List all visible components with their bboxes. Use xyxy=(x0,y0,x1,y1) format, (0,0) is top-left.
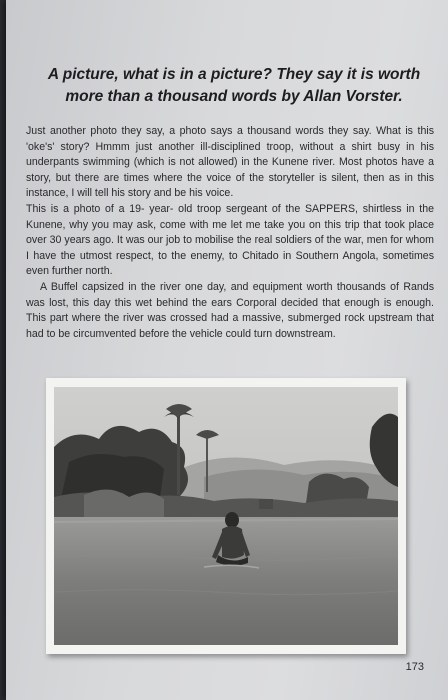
article-body xyxy=(26,124,434,342)
book-page xyxy=(6,0,448,700)
paragraph-2: This is a photo of a 19- year- old troop sergeant of the SAPPERS, shirtless in the Kunene, why you may ask, come with me let me take you on this trip that took place over 30 years ago. It was our job to mobilise the real soldiers of the war, men for whom I have the utmost respect, to the enemy, to Chitado in Southern Angola, sometimes even further north. xyxy=(26,202,434,278)
photo-frame xyxy=(46,378,406,654)
page-number: 173 xyxy=(405,661,424,673)
river-photo xyxy=(54,387,398,645)
paragraph-3: A Buffel capsized in the river one day, and equipment worth thousands of Rands was lost, this day this wet behind the ears Corporal decided that enough is enough. This part where the river was crossed had a massive, submerged rock upstream that had to be circumvented before the vehicle could turn downstream. xyxy=(26,280,434,340)
article-title: A picture, what is in a picture? They say it is worth more than a thousand words by Allan Vorster. xyxy=(47,66,421,105)
paragraph-1: Just another photo they say, a photo says a thousand words they say. What is this 'oke's' story? Hmmm just another ill-disciplined troop, without a shirt busy in his underpants swimming (which is not allowed) in the Kunene river. Most photos have a story, but there are times where the voice of the storyteller is silent, then as in this instance, I will tell his story and be his voice. xyxy=(26,125,434,200)
